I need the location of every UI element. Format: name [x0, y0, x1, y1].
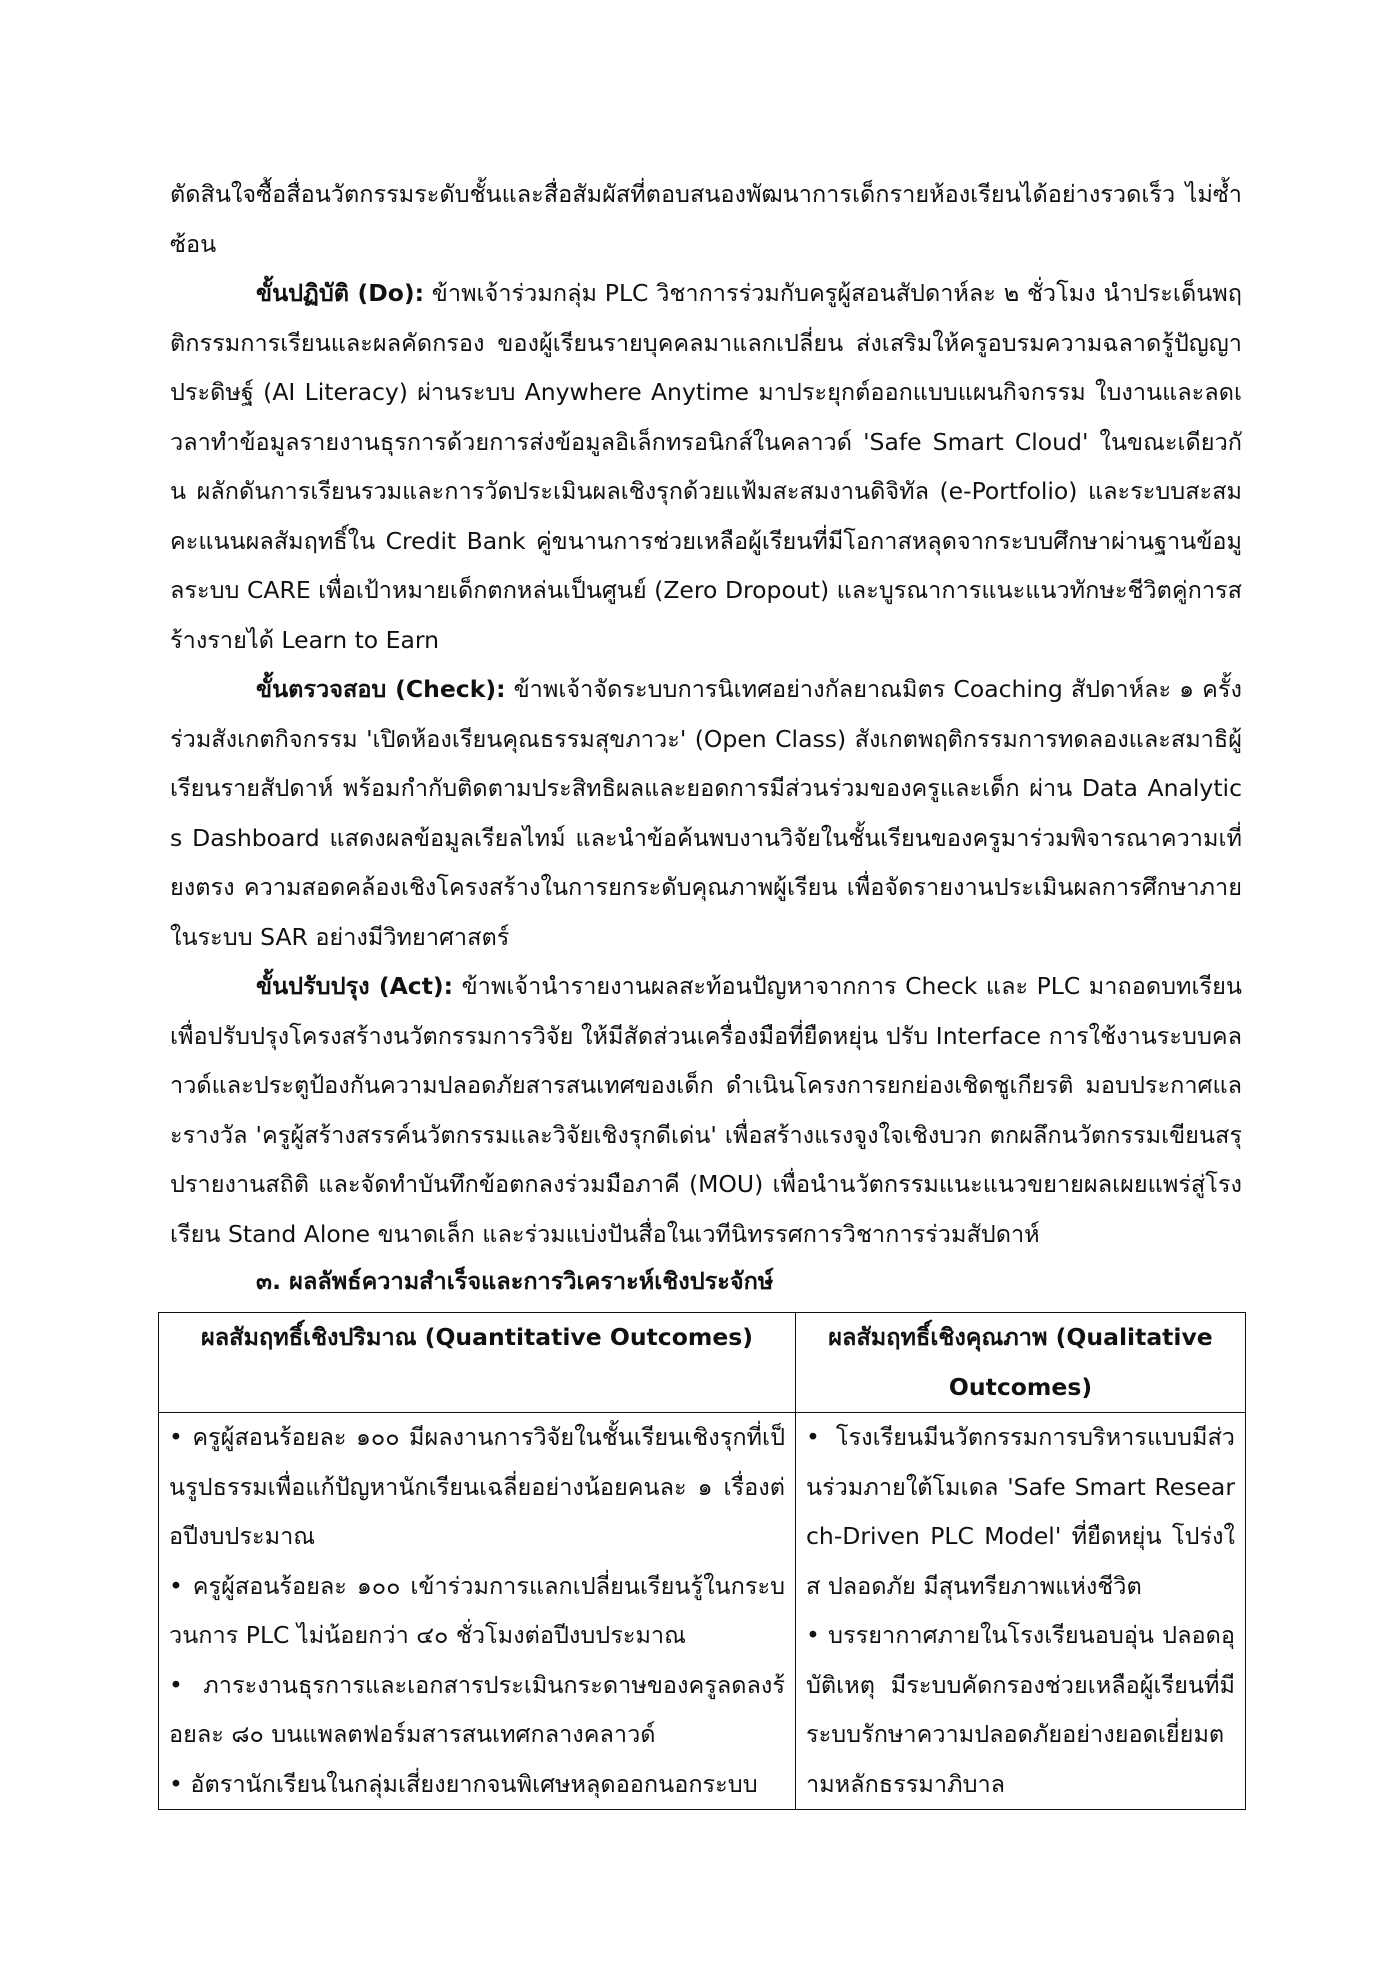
table-header-row: [159, 1313, 1246, 1413]
quantitative-item: • อัตรานักเรียนในกลุ่มเสี่ยงยากจนพิเศษหลุดออกนอกระบบ: [169, 1769, 758, 1798]
do-step-text: ข้าพเจ้าร่วมกลุ่ม PLC วิชาการร่วมกับครูผู้สอนสัปดาห์ละ ๒ ชั่วโมง นำประเด็นพฤติกรรมการเรียนและผลคัดกรอง ของผู้เรียนรายบุคคลมาแลกเปลี่ยน ส่งเสริมให้ครูอบรมความฉลาดรู้ปัญญาประดิษฐ์ (AI Literacy) ผ่านระบบ Anywhere Anytime มาประยุกต์ออกแบบแผนกิจกรรม ใบงานและลดเวลาทำข้อมูลรายงานธุรการด้วยการส่งข้อมูลอิเล็กทรอนิกส์ในคลาวด์ 'Safe Smart Cloud' ในขณะเดียวกัน ผลักดันการเรียนรวมและการวัดประเมินผลเชิงรุกด้วยแฟ้มสะสมงานดิจิทัล (e-Portfolio) และระบบสะสมคะแนนผลสัมฤทธิ์ใน Credit Bank คู่ขนานการช่วยเหลือผู้เรียนที่มีโอกาสหลุดจากระบบศึกษาผ่านฐานข้อมูลระบบ CARE เพื่อเป้าหมายเด็กตกหล่นเป็นศูนย์ (Zero Dropout) และบูรณาการแนะแนวทักษะชีวิตคู่การสร้างรายได้ Learn to Earn: [170, 279, 1242, 654]
do-step-paragraph: [170, 269, 1242, 665]
quantitative-outcomes-cell: [159, 1413, 796, 1810]
check-step-text: ข้าพเจ้าจัดระบบการนิเทศอย่างกัลยาณมิตร Coaching สัปดาห์ละ ๑ ครั้ง ร่วมสังเกตกิจกรรม 'เปิดห้องเรียนคุณธรรมสุขภาวะ' (Open Class) สังเกตพฤติกรรมการทดลองและสมาธิผู้เรียนรายสัปดาห์ พร้อมกำกับติดตามประสิทธิผลและยอดการมีส่วนร่วมของครูและเด็ก ผ่าน Data Analytics Dashboard แสดงผลข้อมูลเรียลไทม์ และนำข้อค้นพบงานวิจัยในชั้นเรียนของครูมาร่วมพิจารณาความเที่ยงตรง ความสอดคล้องเชิงโครงสร้างในการยกระดับคุณภาพผู้เรียน เพื่อจัดรายงานประเมินผลการศึกษาภายในระบบ SAR อย่างมีวิทยาศาสตร์: [170, 675, 1243, 951]
act-step-label: ขั้นปรับปรุง (Act):: [256, 972, 454, 1000]
act-step-text: ข้าพเจ้านำรายงานผลสะท้อนปัญหาจากการ Check และ PLC มาถอดบทเรียนเพื่อปรับปรุงโครงสร้างนวัตกรรมการวิจัย ให้มีสัดส่วนเครื่องมือที่ยืดหยุ่น ปรับ Interface การใช้งานระบบคลาวด์และประตูป้องกันความปลอดภัยสารสนเทศของเด็ก ดำเนินโครงการยกย่องเชิดชูเกียรติ มอบประกาศและรางวัล 'ครูผู้สร้างสรรค์นวัตกรรมและวิจัยเชิงรุกดีเด่น' เพื่อสร้างแรงจูงใจเชิงบวก ตกผลึกนวัตกรรมเขียนสรุปรายงานสถิติ และจัดทำบันทึกข้อตกลงร่วมมือภาคี (MOU) เพื่อนำนวัตกรรมแนะแนวขยายผลเผยแพร่สู่โรงเรียน Stand Alone ขนาดเล็ก และร่วมแบ่งปันสื่อในเวทีนิทรรศการวิชาการร่วมสัปดาห์: [170, 972, 1242, 1248]
check-step-label: ขั้นตรวจสอบ (Check):: [256, 675, 506, 703]
act-step-paragraph: [170, 962, 1242, 1259]
quantitative-item: • ภาระงานธุรการและเอกสารประเมินกระดาษของครูลดลงร้อยละ ๘๐ บนแพลตฟอร์มสารสนเทศกลางคลาวด์: [169, 1670, 785, 1748]
section-heading-results: ๓. ผลลัพธ์ความสำเร็จและการวิเคราะห์เชิงประจักษ์: [256, 1267, 774, 1295]
qualitative-item: • โรงเรียนมีนวัตกรรมการบริหารแบบมีส่วนร่วมภายใต้โมเดล 'Safe Smart Research-Driven PLC Model' ที่ยืดหยุ่น โปร่งใส ปลอดภัย มีสุนทรียภาพแห่งชีวิต: [806, 1423, 1235, 1600]
intro-continuation-paragraph: ตัดสินใจซื้อสื่อนวัตกรรมระดับชั้นและสื่อสัมผัสที่ตอบสนองพัฒนาการเด็กรายห้องเรียนได้อย่างรวดเร็ว ไม่ซ้ำซ้อน: [170, 180, 1242, 258]
qualitative-outcomes-cell: [796, 1413, 1246, 1810]
qualitative-item: • บรรยากาศภายในโรงเรียนอบอุ่น ปลอดอุบัติเหตุ มีระบบคัดกรองช่วยเหลือผู้เรียนที่มีระบบรักษาความปลอดภัยอย่างยอดเยี่ยมตามหลักธรรมาภิบาล: [806, 1621, 1235, 1798]
table-row: [159, 1413, 1246, 1810]
document-page: [170, 170, 1242, 1303]
qualitative-outcomes-header: ผลสัมฤทธิ์เชิงคุณภาพ (Qualitative Outcomes): [796, 1313, 1246, 1413]
outcomes-table: [158, 1312, 1246, 1810]
quantitative-item: • ครูผู้สอนร้อยละ ๑๐๐ มีผลงานการวิจัยในชั้นเรียนเชิงรุกที่เป็นรูปธรรมเพื่อแก้ปัญหานักเรียนเฉลี่ยอย่างน้อยคนละ ๑ เรื่องต่อปีงบประมาณ: [169, 1423, 785, 1550]
quantitative-item: • ครูผู้สอนร้อยละ ๑๐๐ เข้าร่วมการแลกเปลี่ยนเรียนรู้ในกระบวนการ PLC ไม่น้อยกว่า ๔๐ ชั่วโมงต่อปีงบประมาณ: [169, 1571, 785, 1649]
check-step-paragraph: [170, 665, 1242, 962]
do-step-label: ขั้นปฏิบัติ (Do):: [256, 279, 425, 307]
quantitative-outcomes-header: ผลสัมฤทธิ์เชิงปริมาณ (Quantitative Outcomes): [159, 1313, 796, 1413]
